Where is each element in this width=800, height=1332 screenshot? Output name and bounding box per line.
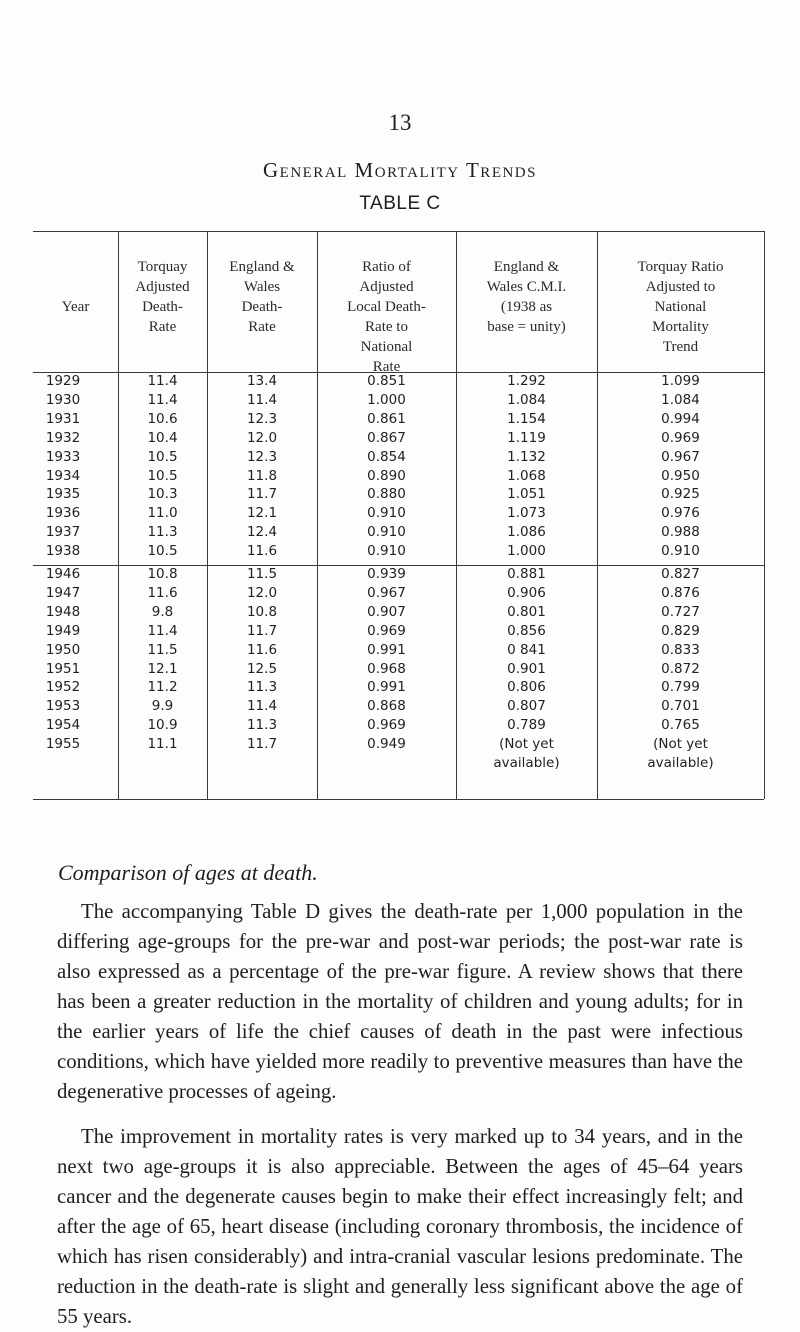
page-number: 13 <box>388 110 412 135</box>
table-cell: 1955 <box>45 736 81 753</box>
table-cell: 11.3 <box>147 524 178 541</box>
table-cell: 10.6 <box>147 410 178 427</box>
table-cell: 0.910 <box>661 543 700 560</box>
table-cell: 0.856 <box>507 622 546 639</box>
table-cell: 0.829 <box>661 622 700 639</box>
table-cell: 11.7 <box>246 736 278 753</box>
table-cell: 1.099 <box>661 373 700 389</box>
table-cell: 11.5 <box>147 641 178 658</box>
table-cell: 0.907 <box>367 603 406 620</box>
table-cell: 11.1 <box>147 736 178 753</box>
table-cell: 1932 <box>45 429 81 446</box>
table-cell: 0.727 <box>661 603 700 620</box>
table-cell: 12.4 <box>246 524 278 541</box>
table-cell: 0.976 <box>661 505 700 522</box>
table-cell: 11.8 <box>246 467 278 484</box>
table-cell: 12.0 <box>246 429 278 446</box>
section-caption: Comparison of ages at death. <box>58 860 318 885</box>
table-cell: 1936 <box>45 505 81 522</box>
table-cell: 0.910 <box>367 505 406 522</box>
table-cell: 0.854 <box>367 448 406 465</box>
table-cell: 0.701 <box>661 698 700 715</box>
table-cell: 1952 <box>45 679 81 696</box>
table-cell: 0.906 <box>507 584 546 601</box>
table-cell: 0.991 <box>367 641 406 658</box>
table-cell: 0.789 <box>507 717 546 734</box>
table-cell: 10.5 <box>147 543 178 560</box>
table-cell: 1933 <box>45 448 81 465</box>
table-cell: 1.292 <box>507 373 546 389</box>
table-cell: 0.890 <box>367 467 406 484</box>
table-cell: 1.000 <box>367 391 406 408</box>
table-cell: available) <box>493 755 560 771</box>
table-cell: 11.6 <box>147 584 178 601</box>
table-cell: 10.9 <box>147 717 178 734</box>
table-cell: 12.3 <box>246 410 278 427</box>
table-cell: 0.901 <box>507 660 546 677</box>
table-cell: 1947 <box>45 584 81 601</box>
table-cell: 0.765 <box>661 717 700 734</box>
table-cell: 9.9 <box>151 698 174 715</box>
table-cell: 0.969 <box>661 429 700 446</box>
table-cell: 11.0 <box>147 505 178 522</box>
table-cell: 0.801 <box>507 603 546 620</box>
table-cell: 11.4 <box>147 373 178 389</box>
table-right-rule <box>764 231 765 799</box>
table-cell: 1937 <box>45 524 81 541</box>
table-cell: 11.6 <box>246 641 278 658</box>
table-cell: 1.119 <box>507 429 546 446</box>
column-header: Torquay Adjusted Death- Rate <box>135 259 190 335</box>
table-cell: 0.851 <box>367 373 406 389</box>
table-cell: 10.4 <box>147 429 178 446</box>
table-cell: 0.799 <box>661 679 700 696</box>
table-cell: 11.4 <box>246 391 278 408</box>
paragraph-1: The accompanying Table D gives the death-rate per 1,000 population in the differing age-groups for the pre-war and post-war periods; the post-war rate is also expressed as a percentage of the pre-war figure. A review shows that there has been a greater reduction in the mortality of children and young adults; for in the earlier years of life the chief causes of death in the past were infectious conditions, which have yielded more readily to preventive measures than have the degenerative processes of ageing. <box>57 900 743 1103</box>
section-heading: General Mortality Trends <box>262 158 537 182</box>
table-cell: 10.5 <box>147 448 178 465</box>
table-cell: 11.4 <box>147 622 178 639</box>
table-cell: 1929 <box>45 373 81 389</box>
table-cell: 1.068 <box>507 467 546 484</box>
table-cell: 0.994 <box>661 410 700 427</box>
table-cell: (Not yet <box>499 736 554 753</box>
table-cell: 1.084 <box>507 391 546 408</box>
table-bottom-rule <box>33 799 764 800</box>
table-cell: 0.991 <box>367 679 406 696</box>
table-cell: 1954 <box>45 717 81 734</box>
table-cell: 0.833 <box>661 641 700 658</box>
table-cell: 0.867 <box>367 429 406 446</box>
table-cell: 1.000 <box>507 543 546 560</box>
table-cell: 11.4 <box>147 391 178 408</box>
table-cell: 1951 <box>45 660 81 677</box>
table-cell: 12.1 <box>147 660 178 677</box>
table-cell: 1949 <box>45 622 81 639</box>
table-cell: 1931 <box>45 410 81 427</box>
table-cell: 12.0 <box>246 584 278 601</box>
table-cell: 0.872 <box>661 660 700 677</box>
table-cell: 11.7 <box>246 486 278 503</box>
table-cell: 1934 <box>45 467 81 484</box>
table-cell: 1948 <box>45 603 81 620</box>
table-cell: 10.3 <box>147 486 178 503</box>
column-header: England & Wales Death- Rate <box>229 259 295 335</box>
table-cell: 12.5 <box>246 660 278 677</box>
table-cell: 0 841 <box>507 641 546 658</box>
table-cell: 1953 <box>45 698 81 715</box>
table-cell: 10.5 <box>147 467 178 484</box>
table-title: TABLE C <box>359 193 441 214</box>
table-cell: 0.950 <box>661 467 700 484</box>
table-cell: 1.086 <box>507 524 546 541</box>
table-cell: 11.2 <box>147 679 178 696</box>
table-cell: 12.3 <box>246 448 278 465</box>
table-cell: 1938 <box>45 543 81 560</box>
table-cell: 0.949 <box>367 736 406 753</box>
table-cell: 1.051 <box>507 486 546 503</box>
table-cell: 0.910 <box>367 543 406 560</box>
column-header: Year <box>61 299 90 315</box>
table-cell: 0.868 <box>367 698 406 715</box>
table-cell: 0.988 <box>661 524 700 541</box>
table-cell: 0.876 <box>661 584 700 601</box>
table-cell: 0.967 <box>661 448 700 465</box>
paragraph-2: The improvement in mortality rates is very marked up to 34 years, and in the next two age-groups it is also appreciable. Between the ages of 45–64 years cancer and the degenerate causes begin to make their effect increasingly felt; and after the age of 65, heart disease (including coronary thrombosis, the incidence of which has risen considerably) and intra-cranial vascular lesions predominate. The reduction in the death-rate is slight and generally less significant above the age of 55 years. <box>57 1125 743 1328</box>
column-header: Torquay Ratio Adjusted to National Mortality Trend <box>637 259 724 355</box>
table-cell: 1.154 <box>507 410 546 427</box>
table-cell: 0.881 <box>507 566 546 582</box>
table-cell: 10.8 <box>246 603 278 620</box>
table-cell: 1935 <box>45 486 81 503</box>
table-cell: 0.968 <box>367 660 406 677</box>
table-cell: 11.6 <box>246 543 278 560</box>
table-cell: 1.084 <box>661 391 700 408</box>
column-header: England & Wales C.M.I. (1938 as base = unity) <box>486 259 567 335</box>
table-top-rule <box>33 231 764 232</box>
table-cell: 0.969 <box>367 622 406 639</box>
table-cell: 9.8 <box>151 603 174 620</box>
table-cell: 11.4 <box>246 698 278 715</box>
table-cell: 1.132 <box>507 448 546 465</box>
table-cell: 0.827 <box>661 566 700 582</box>
table-cell: 1.073 <box>507 505 546 522</box>
table-cell: available) <box>647 755 714 771</box>
table-cell: 0.969 <box>367 717 406 734</box>
table-cell: 12.1 <box>246 505 278 522</box>
table-cell: 0.967 <box>367 584 406 601</box>
table-cell: 1946 <box>45 566 81 582</box>
table-cell: 11.7 <box>246 622 278 639</box>
table-cell: 0.806 <box>507 679 546 696</box>
table-cell: 0.861 <box>367 410 406 427</box>
table-cell: 1950 <box>45 641 81 658</box>
table-cell: 0.925 <box>661 486 700 503</box>
table-cell: (Not yet <box>653 736 708 753</box>
table-cell: 10.8 <box>147 566 178 582</box>
table-cell: 1930 <box>45 391 81 408</box>
table-cell: 11.3 <box>246 679 278 696</box>
table-cell: 13.4 <box>246 373 278 389</box>
table-cell: 11.5 <box>246 566 278 582</box>
table-cell: 0.880 <box>367 486 406 503</box>
table-cell: 0.807 <box>507 698 546 715</box>
table-cell: 0.939 <box>367 566 406 582</box>
table-cell: 0.910 <box>367 524 406 541</box>
table-cell: 11.3 <box>246 717 278 734</box>
column-header: Ratio of Adjusted Local Death- Rate to National Rate <box>347 259 426 375</box>
